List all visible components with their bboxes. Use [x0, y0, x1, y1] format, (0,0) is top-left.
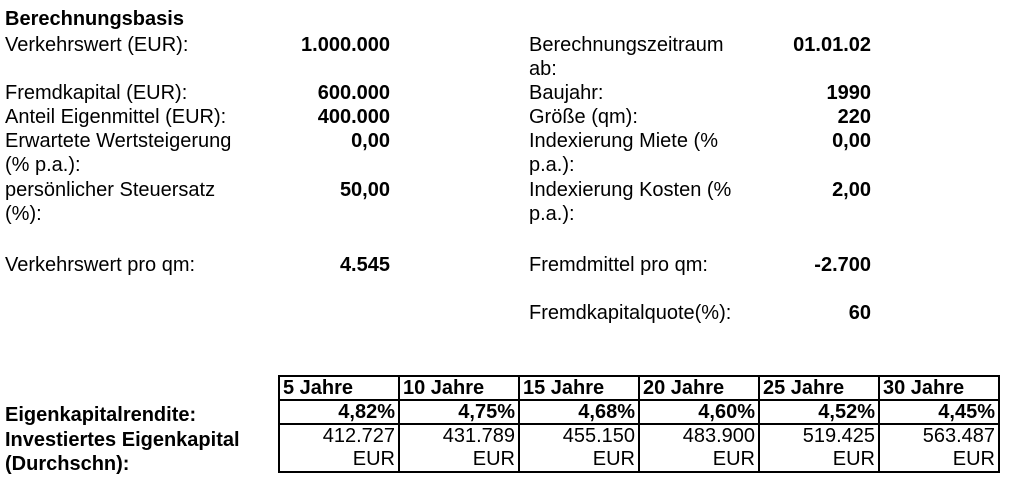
invest-cell — [639, 424, 759, 472]
label-zeitraum-line2: ab: — [529, 58, 557, 80]
value-fremdkapitalquote: 60 — [848, 302, 871, 324]
rendite-cell: 4,45% — [879, 400, 999, 424]
label-wertsteigerung-line1: Erwartete Wertsteigerung — [5, 130, 232, 152]
invest-currency: EUR — [832, 448, 875, 470]
rendite-cell: 4,82% — [279, 400, 399, 424]
value-steuersatz: 50,00 — [339, 179, 390, 201]
rendite-cell: 4,68% — [519, 400, 639, 424]
label-index-miete-line1: Indexierung Miete (% — [529, 130, 718, 152]
section-title: Berechnungsbasis — [5, 8, 184, 30]
header-cell: 15 Jahre — [519, 376, 639, 400]
invest-cell — [519, 424, 639, 472]
label-verkehrswert-qm: Verkehrswert pro qm: — [5, 254, 196, 276]
label-zeitraum-line1: Berechnungszeitraum — [529, 34, 724, 56]
label-steuersatz-line2: (%): — [5, 203, 42, 225]
label-index-miete-line2: p.a.): — [529, 154, 575, 176]
invest-cell — [879, 424, 999, 472]
invest-amount: 519.425 — [802, 425, 875, 447]
label-index-kosten-line1: Indexierung Kosten (% — [529, 179, 732, 201]
table-row-invest — [279, 424, 999, 472]
invest-amount: 431.789 — [442, 425, 515, 447]
header-cell: 20 Jahre — [639, 376, 759, 400]
header-cell: 10 Jahre — [399, 376, 519, 400]
value-groesse: 220 — [837, 106, 871, 128]
invest-currency: EUR — [472, 448, 515, 470]
invest-amount: 455.150 — [562, 425, 635, 447]
label-index-kosten-line2: p.a.): — [529, 203, 575, 225]
value-baujahr: 1990 — [826, 82, 871, 104]
label-baujahr: Baujahr: — [529, 82, 604, 104]
value-fremdmittel-qm: -2.700 — [814, 254, 871, 276]
value-eigenmittel: 400.000 — [317, 106, 390, 128]
rendite-cell: 4,60% — [639, 400, 759, 424]
value-wertsteigerung: 0,00 — [351, 130, 390, 152]
label-groesse: Größe (qm): — [529, 106, 638, 128]
value-index-kosten: 2,00 — [832, 179, 871, 201]
invest-amount: 412.727 — [322, 425, 395, 447]
label-wertsteigerung-line2: (% p.a.): — [5, 154, 81, 176]
invest-cell — [279, 424, 399, 472]
label-steuersatz-line1: persönlicher Steuersatz — [5, 179, 216, 201]
rendite-cell: 4,75% — [399, 400, 519, 424]
label-fremdkapitalquote: Fremdkapitalquote(%): — [529, 302, 732, 324]
value-fremdkapital: 600.000 — [317, 82, 390, 104]
invest-cell — [399, 424, 519, 472]
results-table — [278, 375, 1000, 473]
invest-currency: EUR — [712, 448, 755, 470]
header-cell: 5 Jahre — [279, 376, 399, 400]
table-row-rendite — [279, 400, 999, 424]
label-eigenmittel: Anteil Eigenmittel (EUR): — [5, 106, 227, 128]
header-cell: 30 Jahre — [879, 376, 999, 400]
value-verkehrswert-qm: 4.545 — [339, 254, 390, 276]
rendite-cell: 4,52% — [759, 400, 879, 424]
label-invest-line1: Investiertes Eigenkapital — [5, 429, 240, 451]
header-cell: 25 Jahre — [759, 376, 879, 400]
value-verkehrswert: 1.000.000 — [301, 34, 390, 56]
invest-cell — [759, 424, 879, 472]
label-verkehrswert: Verkehrswert (EUR): — [5, 34, 189, 56]
value-index-miete: 0,00 — [832, 130, 871, 152]
label-fremdmittel-qm: Fremdmittel pro qm: — [529, 254, 708, 276]
invest-currency: EUR — [592, 448, 635, 470]
value-zeitraum: 01.01.02 — [793, 34, 871, 56]
label-eigenkapitalrendite: Eigenkapitalrendite: — [5, 404, 197, 426]
invest-amount: 483.900 — [682, 425, 755, 447]
label-invest-line2: (Durchschn): — [5, 453, 130, 475]
invest-currency: EUR — [952, 448, 995, 470]
label-fremdkapital: Fremdkapital (EUR): — [5, 82, 188, 104]
table-header-row — [279, 376, 999, 400]
invest-amount: 563.487 — [922, 425, 995, 447]
invest-currency: EUR — [352, 448, 395, 470]
